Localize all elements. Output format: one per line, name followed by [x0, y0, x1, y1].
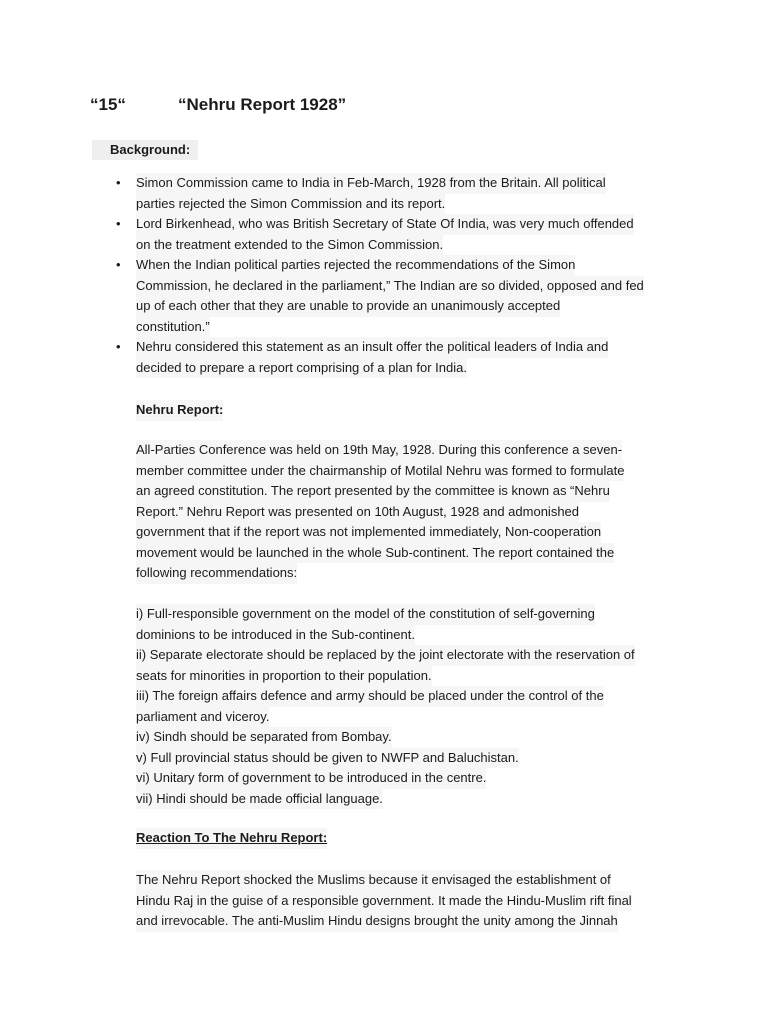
text-line: Commission, he declared in the parliament,” The Indian are so divided, opposed and fed — [136, 276, 644, 297]
recommendation-line: dominions to be introduced in the Sub-continent. — [136, 625, 415, 646]
nehru-report-heading: Nehru Report: — [136, 400, 223, 421]
reaction-section — [136, 828, 327, 849]
bullet-item — [116, 255, 644, 337]
text-line: The Nehru Report shocked the Muslims because it envisaged the establishment of — [136, 870, 611, 891]
bullet-icon: • — [116, 175, 121, 190]
nehru-report-paragraph — [136, 440, 624, 584]
text-line: All-Parties Conference was held on 19th May, 1928. During this conference a seven- — [136, 440, 622, 461]
bullet-item — [116, 173, 644, 214]
bullet-item — [116, 214, 644, 255]
text-line: government that if the report was not implemented immediately, Non-cooperation — [136, 522, 601, 543]
text-line: on the treatment extended to the Simon Commission. — [136, 235, 443, 256]
recommendation-line: iv) Sindh should be separated from Bombay. — [136, 727, 392, 748]
bullet-icon: • — [116, 257, 121, 272]
text-line: Lord Birkenhead, who was British Secretary of State Of India, was very much offended — [136, 214, 634, 235]
text-line: member committee under the chairmanship of Motilal Nehru was formed to formulate — [136, 461, 624, 482]
background-heading: Background: — [92, 140, 198, 160]
bullet-icon: • — [116, 339, 121, 354]
reaction-heading: Reaction To The Nehru Report: — [136, 828, 327, 849]
text-line: up of each other that they are unable to provide an unanimously accepted — [136, 296, 560, 317]
recommendation-line: parliament and viceroy. — [136, 707, 269, 728]
text-line: following recommendations: — [136, 563, 297, 584]
recommendation-line: seats for minorities in proportion to their population. — [136, 666, 432, 687]
bullet-icon: • — [116, 216, 121, 231]
text-line: parties rejected the Simon Commission and its report. — [136, 194, 445, 215]
text-line: constitution.” — [136, 317, 210, 338]
bullet-item — [116, 337, 644, 378]
recommendations-list — [136, 604, 635, 809]
recommendation-line: vii) Hindi should be made official language. — [136, 789, 383, 810]
recommendation-line: i) Full-responsible government on the model of the constitution of self-governing — [136, 604, 595, 625]
text-line: Hindu Raj in the guise of a responsible government. It made the Hindu-Muslim rift final — [136, 891, 632, 912]
text-line: an agreed constitution. The report presented by the committee is known as “Nehru — [136, 481, 610, 502]
recommendation-line: iii) The foreign affairs defence and army should be placed under the control of the — [136, 686, 604, 707]
recommendation-line: ii) Separate electorate should be replaced by the joint electorate with the reservation of — [136, 645, 635, 666]
text-line: decided to prepare a report comprising of a plan for India. — [136, 358, 467, 379]
recommendation-line: vi) Unitary form of government to be introduced in the centre. — [136, 768, 486, 789]
document-title: “Nehru Report 1928” — [178, 95, 347, 114]
text-line: Simon Commission came to India in Feb-March, 1928 from the Britain. All political — [136, 173, 606, 194]
text-line: Report.” Nehru Report was presented on 10th August, 1928 and admonished — [136, 502, 579, 523]
text-line: Nehru considered this statement as an insult offer the political leaders of India and — [136, 337, 608, 358]
nehru-report-section — [136, 400, 223, 421]
chapter-number: “15“ — [90, 95, 126, 114]
text-line: and irrevocable. The anti-Muslim Hindu designs brought the unity among the Jinnah — [136, 911, 618, 932]
reaction-paragraph — [136, 870, 632, 932]
background-bullet-list — [116, 173, 644, 378]
recommendation-line: v) Full provincial status should be given to NWFP and Baluchistan. — [136, 748, 519, 769]
text-line: When the Indian political parties rejected the recommendations of the Simon — [136, 255, 575, 276]
text-line: movement would be launched in the whole Sub-continent. The report contained the — [136, 543, 614, 564]
